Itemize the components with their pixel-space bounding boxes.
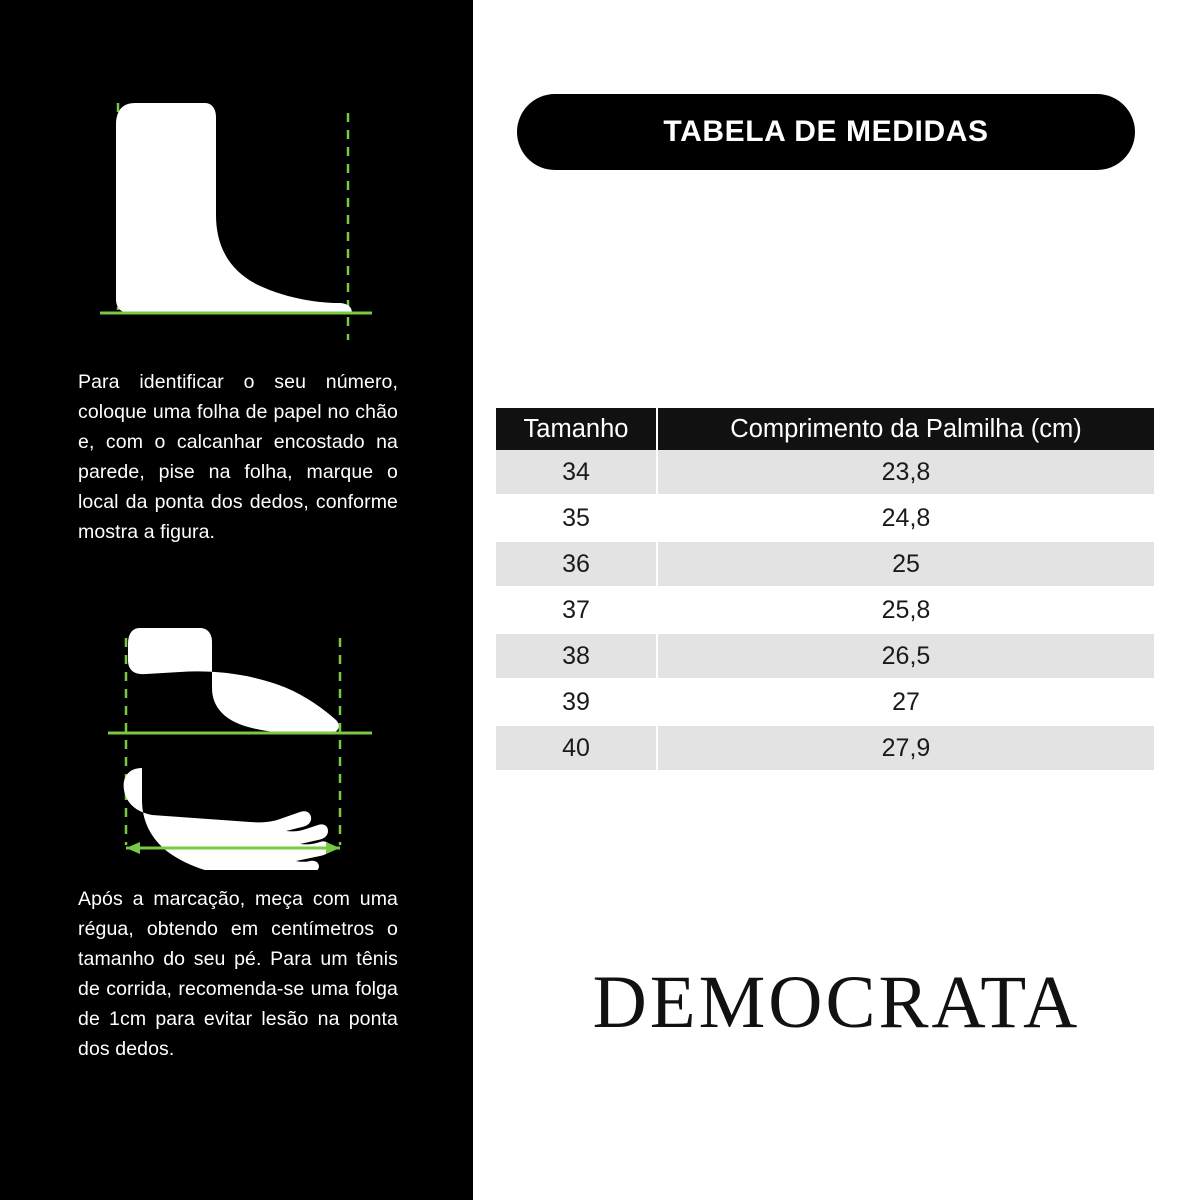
size-table-wrapper bbox=[496, 408, 1154, 772]
cell-size: 38 bbox=[496, 633, 657, 679]
instruction-text-1: Para identificar o seu número, coloque uma folha de papel no chão e, com o calcanhar encostado na parede, pise na folha, marque o local da ponta dos dedos, conforme mostra a figura. bbox=[78, 371, 398, 543]
size-table bbox=[496, 408, 1154, 772]
page-title-text: TABELA DE MEDIDAS bbox=[663, 115, 989, 148]
cell-size: 36 bbox=[496, 541, 657, 587]
table-row bbox=[496, 725, 1154, 771]
left-panel bbox=[0, 0, 473, 1200]
cell-size: 39 bbox=[496, 679, 657, 725]
right-panel bbox=[473, 0, 1200, 1200]
page-title bbox=[517, 94, 1135, 170]
cell-size: 35 bbox=[496, 495, 657, 541]
table-row bbox=[496, 495, 1154, 541]
table-header-size: Tamanho bbox=[496, 408, 657, 450]
cell-length: 27 bbox=[657, 679, 1154, 725]
table-row bbox=[496, 587, 1154, 633]
cell-size: 37 bbox=[496, 587, 657, 633]
foot-side-view-measure-figure bbox=[0, 95, 473, 360]
brand-logo: DEMOCRATA bbox=[592, 961, 1081, 1044]
foot-top-view-measure-figure bbox=[0, 600, 473, 870]
cell-length: 25 bbox=[657, 541, 1154, 587]
cell-length: 27,9 bbox=[657, 725, 1154, 771]
table-header-length: Comprimento da Palmilha (cm) bbox=[657, 408, 1154, 450]
instruction-text-2: Após a marcação, meça com uma régua, obtendo em centímetros o tamanho do seu pé. Para um tênis de corrida, recomenda-se uma folga de 1cm para evitar lesão na ponta dos dedos. bbox=[78, 888, 398, 1060]
table-row bbox=[496, 633, 1154, 679]
cell-length: 23,8 bbox=[657, 450, 1154, 495]
table-row bbox=[496, 679, 1154, 725]
cell-size: 40 bbox=[496, 725, 657, 771]
table-row bbox=[496, 541, 1154, 587]
table-header-row bbox=[496, 408, 1154, 450]
cell-length: 24,8 bbox=[657, 495, 1154, 541]
cell-length: 26,5 bbox=[657, 633, 1154, 679]
cell-length: 25,8 bbox=[657, 587, 1154, 633]
cell-size: 34 bbox=[496, 450, 657, 495]
table-row bbox=[496, 450, 1154, 495]
